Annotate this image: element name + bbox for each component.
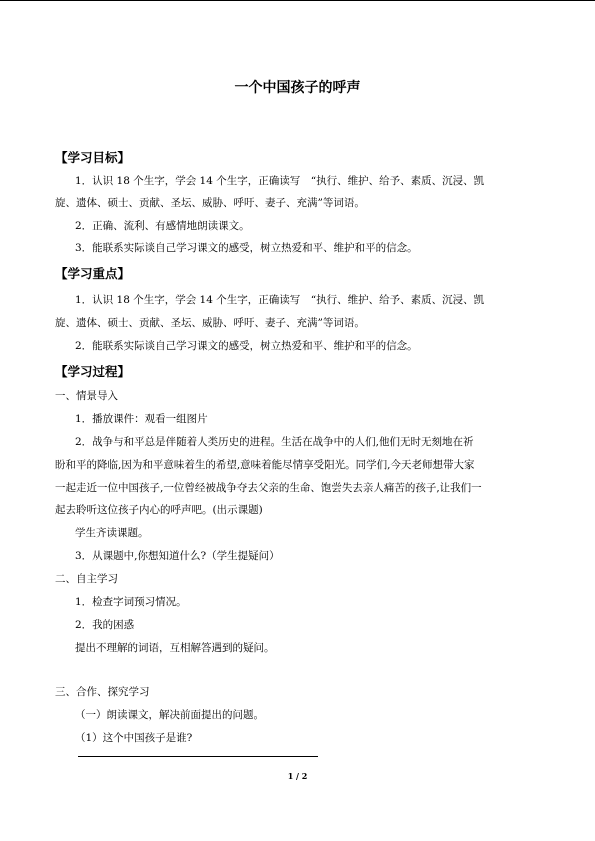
section-heading-goals: 【学习目标】 [55, 150, 131, 165]
process-line-4: 盼和平的降临,因为和平意味着生的希望,意味着能尽情享受阳光。同学们,今天老师想带大家 [55, 459, 475, 471]
goal-line-4: 3．能联系实际谈自己学习课文的感受，树立热爱和平、维护和平的信念。 [75, 242, 418, 254]
goal-line-2: 旋、遗体、硕士、贡献、圣坛、威胁、呼吁、妻子、充满”等词语。 [55, 197, 365, 209]
process-line-12: 提出不理解的词语，互相解答遇到的疑问。 [75, 642, 275, 654]
process-line-10: 1．检查字词预习情况。 [75, 596, 187, 608]
process-line-15: （1）这个中国孩子是谁? [75, 732, 193, 744]
process-line-8: 3．从课题中,你想知道什么?（学生提疑问） [75, 550, 280, 562]
process-line-5: 一起走近一位中国孩子,一位曾经被战争夺去父亲的生命、饱尝失去亲人痛苦的孩子,让我们一 [55, 482, 482, 494]
process-line-14: （一）朗读课文，解决前面提出的问题。 [75, 709, 264, 721]
process-line-13: 三、合作、探究学习 [55, 686, 150, 698]
focus-line-3: 2．能联系实际谈自己学习课文的感受，树立热爱和平、维护和平的信念。 [75, 340, 418, 352]
document-title: 一个中国孩子的呼声 [234, 80, 361, 96]
process-line-2: 1．播放课件：观看一组图片 [75, 413, 208, 425]
page-number: 1 / 2 [287, 771, 308, 781]
process-line-9: 二、自主学习 [55, 573, 118, 585]
footer-divider [78, 756, 318, 757]
process-line-3: 2．战争与和平总是伴随着人类历史的进程。生活在战争中的人们,他们无时无刻地在祈 [75, 436, 474, 448]
focus-line-1: 1．认识 18 个生字，学会 14 个生字，正确读写 “执行、维护、给予、素质、沉浸、凯 [75, 294, 485, 306]
page-top-border [0, 0, 595, 1]
goal-line-3: 2．正确、流利、有感情地朗读课文。 [75, 220, 250, 232]
focus-line-2: 旋、遗体、硕士、贡献、圣坛、威胁、呼吁、妻子、充满”等词语。 [55, 317, 365, 329]
process-line-1: 一、情景导入 [55, 390, 118, 402]
process-line-7: 学生齐读课题。 [75, 527, 149, 539]
goal-line-1: 1．认识 18 个生字，学会 14 个生字，正确读写 “执行、维护、给予、素质、沉浸、凯 [75, 175, 485, 187]
process-line-11: 2．我的困惑 [75, 619, 135, 631]
process-line-6: 起去聆听这位孩子内心的呼声吧。(出示课题) [55, 504, 263, 516]
section-heading-process: 【学习过程】 [55, 364, 131, 379]
section-heading-focus: 【学习重点】 [55, 266, 131, 281]
